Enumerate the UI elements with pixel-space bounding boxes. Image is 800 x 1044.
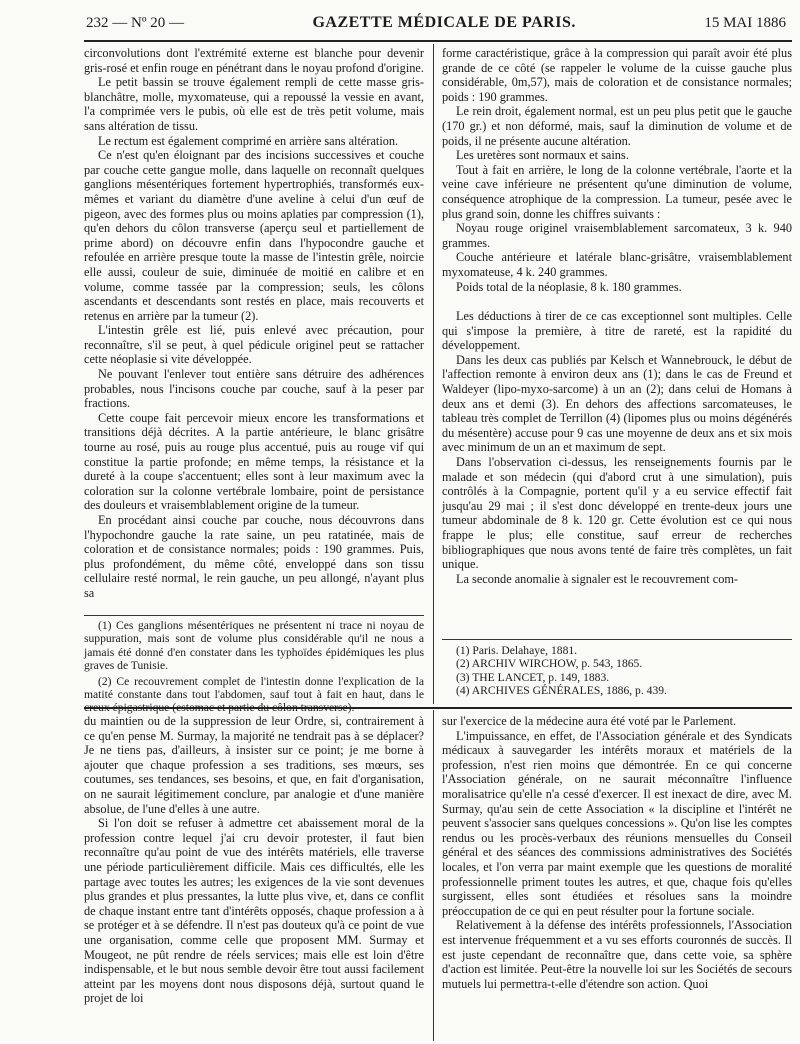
article-column-4 [442, 714, 792, 1044]
paragraph: du maintien ou de la suppression de leur Ordre, si, contrairement à ce qu'en pense M. Surmay, la majorité ne tendrait pas à se déplacer? Je ne tiens pas, d'ailleurs, à insister sur ce point; je me borne à ajouter que chaque profession a ses traditions, ses mœurs, ses coutumes, ses tendances, ses besoins, et que, en fait d'organisation, on ne saurait légitimement conclure, par analogie et d'une manière absolue, de l'une d'elles à une autre. [84, 714, 424, 816]
paragraph: Tout à fait en arrière, le long de la colonne vertébrale, l'aorte et la veine cave inférieure ne présentent qu'une diminution de volume, conséquence atrophique de la compression. La tumeur, pesée avec le plus grand soin, donne les chiffres suivants : [442, 162, 792, 221]
paragraph: sur l'exercice de la médecine aura été voté par le Parlement. [442, 714, 737, 728]
paragraph: Ne pouvant l'enlever tout entière sans détruire des adhérences probables, nous l'incisons couche par couche, sauf à la peser par fractions. [84, 367, 424, 411]
header-rule [84, 40, 792, 42]
section-rule [84, 707, 792, 709]
paragraph: Cette coupe fait percevoir mieux encore les transformations et transitions déjà décrites. A la partie antérieure, le blanc grisâtre tourne au rosé, puis au rouge plus accentué, puis au rouge vif qui constitue la partie profonde; en même temps, la résistance et la dureté à la coupe s'accentuent; elles sont à leur maximum avec la coloration sur la colonne vertébrale lombaire, point de persistance des douleurs et vraisemblablement origine de la tumeur. [84, 410, 424, 513]
footnotes-right [442, 644, 792, 708]
footnotes-left [84, 619, 424, 715]
page-header [86, 14, 786, 38]
footnote-rule-right [442, 639, 792, 640]
paragraph: L'intestin grêle est lié, puis enlevé avec précaution, pour reconnaître, s'il se peut, à quel pédicule originel peut se rattacher cette néoplasie si vite développée. [84, 323, 424, 367]
paragraph: Couche antérieure et latérale blanc-grisâtre, vraisemblablement myxomateuse, 4 k. 240 grammes. [442, 250, 792, 279]
paragraph: La seconde anomalie à signaler est le recouvrement com- [456, 571, 739, 586]
article-column-2 [442, 46, 792, 624]
paragraph: Ce n'est qu'en éloignant par des incisions successives et couche par couche cette gangue molle, dans laquelle on reconnaît quelques ganglions mésentériques fortement hypertrophiés, transformés eux-mêmes et variant du diamètre d'une aveline à celui d'un œuf de pigeon, avec des formes plus ou moins aplaties par compression (1), qu'en dehors du côlon transverse (aperçu seul et partiellement de prime abord) on découvre enfin dans l'hypocondre gauche et refoulée en arrière presque toute la masse de l'intestin grêle, noircie elle aussi, couleur de suie, diminuée de moitié en calibre et en volume, comme tassée par la compression; seuls, les côlons ascendants et descendants sont restés en place, mais recouverts et retenus en arrière par la tumeur (2). [84, 148, 424, 323]
journal-title: GAZETTE MÉDICALE DE PARIS. [312, 14, 576, 31]
footnote: (2) ARCHIV WIRCHOW, p. 543, 1865. [456, 657, 643, 671]
paragraph: Si l'on doit se refuser à admettre cet abaissement moral de la profession contre lequel j'ai cru devoir protester, il faut bien reconnaître qu'au point de vue des intérêts matériels, elle traverse une période particulièrement difficile. Mais ces difficultés, elle les partage avec toutes les autres; les exigences de la vie sont devenues plus grandes et plus pressantes, la lutte plus vive, et, dans ce conflit de chaque instant entre tant d'intérêts opposés, chaque profession a à se protéger et à se défendre. Il n'est pas douteux qu'à ce point de vue une organisation, comme celle que proposent MM. Surmay et Mougeot, ne pût rendre de réels services; mais elle est loin d'être indispensable, et le but nous semble devoir être tout aussi facilement atteint par les moyens dont nous disposons déjà, surtout quand le projet de loi [84, 816, 424, 1006]
paragraph: forme caractéristique, grâce à la compression qui paraît avoir été plus grande de ce côté (se rappeler le volume de la cuisse gauche plus considérable, 0m,57), mais de coloration et de consistance normales; poids : 190 grammes. [442, 46, 792, 104]
footnote: (3) THE LANCET, p. 149, 1883. [456, 670, 610, 684]
footnote: (4) ARCHIVES GÉNÉRALES, 1886, p. 439. [456, 684, 667, 698]
paragraph: Noyau rouge originel vraisemblablement sarcomateux, 3 k. 940 grammes. [442, 221, 792, 250]
footnote: (2) Ce recouvrement complet de l'intestin donne l'explication de la matité constante dans tout l'abdomen, sauf tout à fait en haut, dans le creux épigastrique (estomac et partie du côlon transverse). [84, 674, 424, 715]
paragraph: Dans les deux cas publiés par Kelsch et Wannebrouck, le début de l'affection remonte à environ deux ans (1); dans le cas de Freund et Waldeyer (lipo-myxo-sarcome) à un an (2); dans celui de Homans à deux ans et demi (3). En dehors des affections sarcomateuses, le tableau très complet de Terrillon (4) (lipomes plus ou moins dégénérés du mésentère) accuse pour 9 cas une moyenne de deux ans et six mois avec minimum de un an et maximum de sept. [442, 352, 792, 455]
paragraph: circonvolutions dont l'extrémité externe est blanche pour devenir gris-rosé et enfin rouge en pénétrant dans le noyau profond d'origine. [84, 46, 424, 75]
paragraph: Relativement à la défense des intérêts professionnels, l'Association est intervenue fréquemment et a vu ses efforts couronnés de succès. Il est juste cependant de reconnaître que, dans cette voie, sa sphère d'action est limitée. Peut-être la nouvelle loi sur les Sociétés de secours mutuels lui permettra-t-elle d'étendre son action. Quoi [442, 918, 792, 991]
footnote: (1) Paris. Delahaye, 1881. [456, 644, 578, 657]
paragraph: Le rectum est également comprimé en arrière sans altération. [98, 133, 399, 148]
paragraph: Le rein droit, également normal, est un peu plus petit que le gauche (170 gr.) et non déformé, mais, sauf la diminution de volume et de poids, il ne présente aucune altération. [442, 104, 792, 148]
column-divider-bottom [433, 710, 434, 1041]
footnote-rule-left [84, 615, 424, 616]
paragraph: Les déductions à tirer de ce cas exceptionnel sont multiples. Celle qui s'impose la première, à titre de rareté, est la rapidité du développement. [442, 309, 792, 353]
paragraph: Poids total de la néoplasie, 8 k. 180 grammes. [456, 279, 682, 294]
page-number: 232 — Nº 20 — [86, 15, 184, 31]
paragraph: En procédant ainsi couche par couche, nous découvrons dans l'hypochondre gauche la rate saine, un peu ratatinée, mais de coloration et de consistance normales; poids : 190 grammes. Puis, plus profondément, du même côté, enveloppé dans son tissu cellulaire resté normal, le rein gauche, un peu allongé, n'ayant plus sa [84, 513, 424, 600]
footnote: (1) Ces ganglions mésentériques ne présentent ni trace ni noyau de suppuration, mais sont de volume plus considérable qu'il ne nous a jamais été donné d'en constater dans les typhoïdes épidémiques les plus graves de Tunisie. [84, 619, 424, 673]
issue-date: 15 MAI 1886 [704, 15, 786, 31]
article-column-3 [84, 714, 424, 1044]
article-column-1 [84, 46, 424, 612]
paragraph: Le petit bassin se trouve également rempli de cette masse gris-blanchâtre, molle, myxomateuse, qui a repoussé la vessie en avant, l'a comprimée vers le pubis, où elle est de très petit volume, mais sans altération de tissu. [84, 75, 424, 133]
paragraph: L'impuissance, en effet, de l'Association générale et des Syndicats médicaux à sauvegarder les intérêts moraux et matériels de la profession, n'est rien moins que démontrée. En ce qui concerne l'Association générale, on ne saurait méconnaître l'influence moralisatrice qu'elle n'a cessé d'exercer. Il est inexact de dire, avec M. Surmay, qu'au sein de cette Association « la discipline et l'intérêt ne peuvent s'associer sans quelques concessions ». Qu'on lise les comptes rendus ou les procès-verbaux des réunions mensuelles du Conseil général et des séances des commissions administratives des Sociétés locales, et l'on verra par maint exemple que les questions de moralité professionnelle priment toutes les autres, et que, chaque fois qu'elles surgissent, elles sont étudiées et résolues sans la moindre préoccupation de ce qui en peut résulter pour la fortune sociale. [442, 728, 792, 918]
column-divider-top [433, 44, 434, 704]
paragraph: Dans l'observation ci-dessus, les renseignements fournis par le malade et son médecin (qui d'abord crut à une simulation), puis contrôlés à la Compagnie, portent qu'il y a eu service effectif fait jusqu'au 29 mai ; il s'est donc développé en trente-deux jours une tumeur abdominale de 8 k. 120 gr. Cette évolution est ce qui nous frappe le plus; elle constitue, sauf erreur de recherches bibliographiques que nous avons tenté de faire très complètes, un fait unique. [442, 455, 792, 572]
paragraph: Les uretères sont normaux et sains. [456, 148, 629, 163]
